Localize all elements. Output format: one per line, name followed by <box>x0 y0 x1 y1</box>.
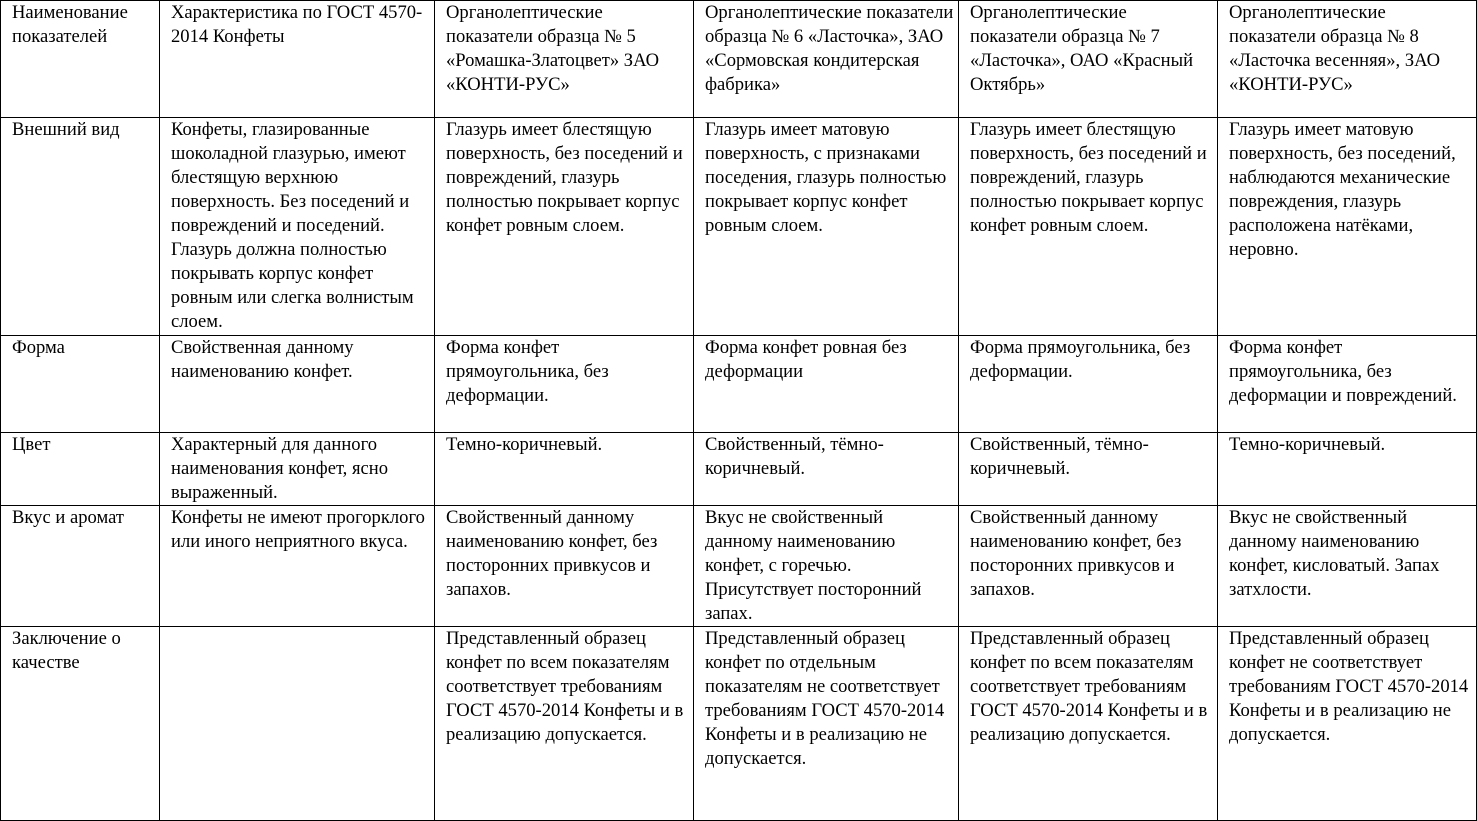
cell-text: Вкус не свойственный данному наименованию конфет, кисловатый. Запах затхлости. <box>1229 507 1440 600</box>
header-row <box>1 1 1477 118</box>
sample-5-cell <box>435 433 694 506</box>
gost-cell <box>160 627 435 821</box>
header-text: Органолептические показатели образца № 5 «Ромашка-Златоцвет» ЗАО «КОНТИ-РУС» <box>446 2 660 95</box>
sample-8-cell <box>1218 506 1477 627</box>
header-cell-indicator-name <box>1 1 160 118</box>
sample-8-cell <box>1218 336 1477 433</box>
cell-text: Представленный образец конфет по всем показателям соответствует требованиям ГОСТ 4570-2014 Конфеты и в реализацию допускается. <box>446 628 684 745</box>
cell-text: Внешний вид <box>12 119 120 140</box>
cell-text: Глазурь имеет матовую поверхность, без поседений, наблюдаются механические повреждения, глазурь расположена натёками, неровно. <box>1229 119 1456 260</box>
cell-text: Конфеты не имеют прогорклого или иного неприятного вкуса. <box>171 507 425 552</box>
row-label-cell <box>1 627 160 821</box>
header-text: Органолептические показатели образца № 7 «Ласточка», ОАО «Красный Октябрь» <box>970 2 1194 95</box>
gost-cell <box>160 336 435 433</box>
sample-5-cell <box>435 336 694 433</box>
cell-text: Глазурь имеет матовую поверхность, с признаками поседения, глазурь полностью покрывает корпус конфет ровным слоем. <box>705 119 947 236</box>
cell-text: Цвет <box>12 434 51 455</box>
sample-7-cell <box>959 336 1218 433</box>
cell-text: Форма прямоугольника, без деформации. <box>970 337 1191 382</box>
header-cell-sample-8 <box>1218 1 1477 118</box>
table-row-appearance <box>1 118 1477 336</box>
cell-text: Характерный для данного наименования конфет, ясно выраженный. <box>171 434 389 503</box>
cell-text: Глазурь имеет блестящую поверхность, без поседений и повреждений, глазурь полностью покрывает корпус конфет ровным слоем. <box>970 119 1207 236</box>
cell-text: Представленный образец конфет не соответствует требованиям ГОСТ 4570-2014 Конфеты и в реализацию не допускается. <box>1229 628 1469 745</box>
header-cell-sample-6 <box>694 1 959 118</box>
sample-7-cell <box>959 118 1218 336</box>
cell-text: Форма конфет прямоугольника, без деформации. <box>446 337 609 406</box>
table-row-taste <box>1 506 1477 627</box>
header-text: Органолептические показатели образца № 6 «Ласточка», ЗАО «Сормовская кондитерская фабрика» <box>705 2 954 95</box>
table-row-color <box>1 433 1477 506</box>
sample-6-cell <box>694 627 959 821</box>
gost-cell <box>160 506 435 627</box>
sample-5-cell <box>435 627 694 821</box>
cell-text: Вкус и аромат <box>12 507 124 528</box>
cell-text: Конфеты, глазированные шоколадной глазурью, имеют блестящую верхнюю поверхность. Без поседений и повреждений и поседений. Глазурь должна полностью покрывать корпус конфет ровным или слегка волнистым слоем. <box>171 119 414 332</box>
table-row-shape <box>1 336 1477 433</box>
cell-text: Форма конфет прямоугольника, без деформации и повреждений. <box>1229 337 1457 406</box>
header-cell-sample-7 <box>959 1 1218 118</box>
cell-text: Глазурь имеет блестящую поверхность, без поседений и повреждений, глазурь полностью покрывает корпус конфет ровным слоем. <box>446 119 683 236</box>
row-label-cell <box>1 433 160 506</box>
sample-5-cell <box>435 118 694 336</box>
cell-text: Форма конфет ровная без деформации <box>705 337 907 382</box>
gost-cell <box>160 118 435 336</box>
sample-7-cell <box>959 627 1218 821</box>
sample-6-cell <box>694 433 959 506</box>
row-label-cell <box>1 118 160 336</box>
header-cell-gost <box>160 1 435 118</box>
gost-cell <box>160 433 435 506</box>
sample-8-cell <box>1218 433 1477 506</box>
cell-text: Свойственная данному наименованию конфет. <box>171 337 354 382</box>
cell-text: Свойственный данному наименованию конфет, без посторонних привкусов и запахов. <box>970 507 1182 600</box>
cell-text: Вкус не свойственный данному наименованию конфет, с горечью. Присутствует посторонний запах. <box>705 507 922 624</box>
sample-7-cell <box>959 506 1218 627</box>
sample-6-cell <box>694 118 959 336</box>
cell-text: Форма <box>12 337 65 358</box>
row-label-cell <box>1 506 160 627</box>
sample-8-cell <box>1218 627 1477 821</box>
cell-text: Темно-коричневый. <box>446 434 603 455</box>
header-text: Органолептические показатели образца № 8 «Ласточка весенняя», ЗАО «КОНТИ-РУС» <box>1229 2 1441 95</box>
header-text: Наименование показателей <box>12 2 128 47</box>
cell-text: Свойственный данному наименованию конфет, без посторонних привкусов и запахов. <box>446 507 658 600</box>
cell-text: Свойственный, тёмно-коричневый. <box>705 434 884 479</box>
cell-text: Темно-коричневый. <box>1229 434 1386 455</box>
sample-8-cell <box>1218 118 1477 336</box>
sample-7-cell <box>959 433 1218 506</box>
header-text: Характеристика по ГОСТ 4570-2014 Конфеты <box>171 2 423 47</box>
table-row-conclusion <box>1 627 1477 821</box>
cell-text: Представленный образец конфет по всем показателям соответствует требованиям ГОСТ 4570-2014 Конфеты и в реализацию допускается. <box>970 628 1208 745</box>
sample-5-cell <box>435 506 694 627</box>
sample-6-cell <box>694 336 959 433</box>
cell-text: Заключение о качестве <box>12 628 121 673</box>
cell-text: Представленный образец конфет по отдельным показателям не соответствует требованиям ГОСТ 4570-2014 Конфеты и в реализацию не допускается. <box>705 628 945 769</box>
row-label-cell <box>1 336 160 433</box>
cell-text: Свойственный, тёмно-коричневый. <box>970 434 1149 479</box>
sample-6-cell <box>694 506 959 627</box>
header-cell-sample-5 <box>435 1 694 118</box>
